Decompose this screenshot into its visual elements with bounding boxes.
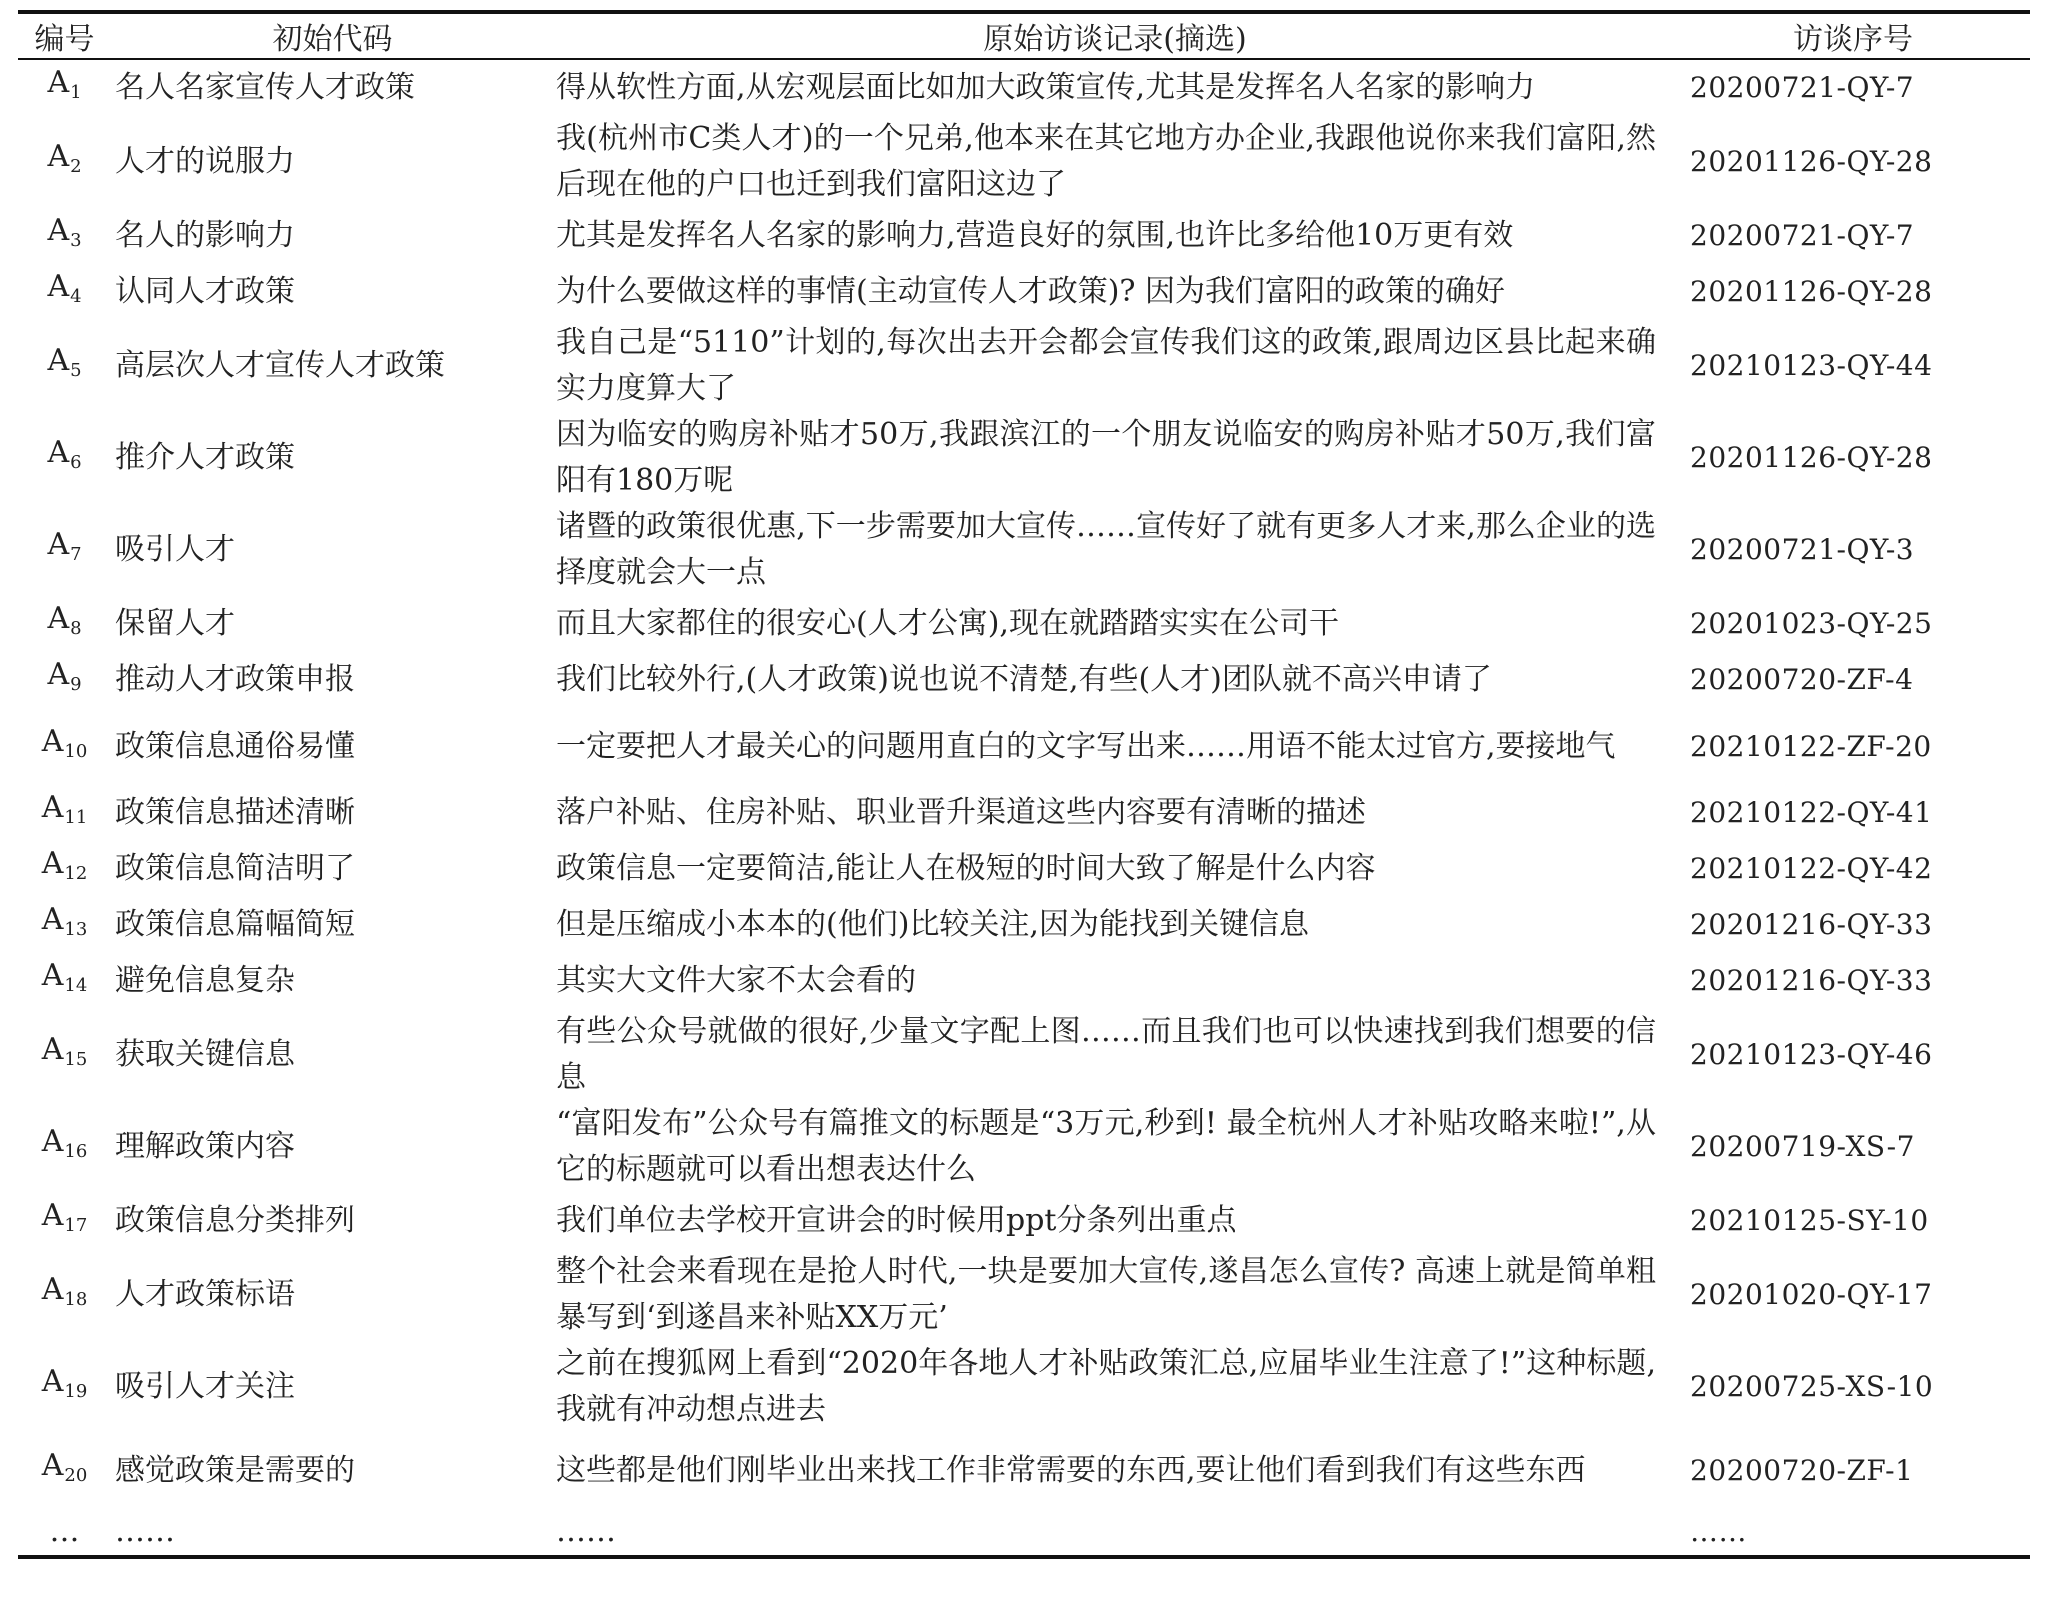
row-interview-quote: 一定要把人才最关心的问题用直白的文字写出来……用语不能太过官方,要接地气 [556,728,1616,764]
row-id-letter: A [41,1364,64,1399]
row-interview-quote: 落户补贴、住房补贴、职业晋升渠道这些内容要有清晰的描述 [556,795,1366,830]
row-id-letter: A [47,657,70,692]
row-initial-code: 认同人才政策 [115,274,295,309]
row-interview-quote: 有些公众号就做的很好,少量文字配上图……而且我们也可以快速找到我们想要的信息 [556,1014,1656,1095]
table-row [18,1341,2030,1433]
interview-coding-table [18,10,2030,1559]
row-interview-quote: 而且大家都住的很安心(人才公寓),现在就踏踏实实在公司干 [556,606,1339,641]
row-interview-quote: 尤其是发挥名人名家的影响力,营造良好的氛围,也许比多给他10万更有效 [556,218,1514,253]
table-row [18,953,2030,1009]
row-id-letter: A [41,1124,64,1159]
table-row [18,708,2030,785]
row-initial-code: 吸引人才关注 [115,1369,295,1404]
row-initial-code: 理解政策内容 [115,1129,295,1164]
row-id [18,953,111,1009]
row-interview-seq: 20201126-QY-28 [1690,441,1933,474]
row-interview-quote: “富阳发布”公众号有篇推文的标题是“3万元,秒到! 最全杭州人才补贴攻略来啦!”,从它的标题就可以看出想表达什么 [556,1106,1656,1187]
table-row [18,652,2030,708]
row-interview-seq: 20201126-QY-28 [1690,275,1933,308]
row-initial-code: 人才的说服力 [115,144,295,179]
table-row [18,1101,2030,1193]
row-id [18,596,111,652]
row-id-subscript: 15 [64,1049,88,1070]
row-initial-code: 推介人才政策 [115,440,295,475]
row-id-subscript: 4 [70,286,82,307]
row-id-letter: A [47,213,70,248]
row-initial-code: 名人名家宣传人才政策 [115,70,415,105]
row-id-subscript: 10 [64,740,88,762]
row-interview-seq: 20210123-QY-46 [1690,1038,1933,1071]
row-initial-code: 高层次人才宣传人才政策 [115,348,445,383]
table-row [18,596,2030,652]
row-id-letter: A [41,846,64,881]
table-row [18,208,2030,264]
row-id [18,208,111,264]
row-interview-seq: …… [1676,1509,2030,1557]
table-row [18,264,2030,320]
row-initial-code: 名人的影响力 [115,218,295,253]
row-interview-quote: …… [554,1509,1676,1557]
table-row [18,59,2030,116]
row-id-subscript: 13 [64,919,88,940]
row-interview-seq: 20210122-QY-41 [1690,796,1933,829]
row-interview-seq: 20201020-QY-17 [1690,1278,1933,1311]
row-id [18,1193,111,1249]
row-initial-code: 避免信息复杂 [115,963,295,998]
row-interview-quote: 因为临安的购房补贴才50万,我跟滨江的一个朋友说临安的购房补贴才50万,我们富阳有180万呢 [556,417,1656,498]
row-interview-quote: 我自己是“5110”计划的,每次出去开会都会宣传我们这的政策,跟周边区县比起来确实力度算大了 [556,325,1656,406]
table-row [18,412,2030,504]
row-id-letter: A [47,65,70,100]
row-interview-quote: 政策信息一定要简洁,能让人在极短的时间大致了解是什么内容 [556,851,1376,886]
table-row [18,1509,2030,1557]
header-initial-code: 初始代码 [111,12,554,59]
row-interview-quote: 诸暨的政策很优惠,下一步需要加大宣传……宣传好了就有更多人才来,那么企业的选择度就会大一点 [556,509,1656,590]
row-id-letter: A [47,527,70,562]
row-interview-seq: 20210125-SY-10 [1690,1204,1929,1237]
row-initial-code: 政策信息通俗易懂 [115,728,355,764]
row-id-letter: A [47,269,70,304]
row-id-subscript: 9 [70,674,82,695]
table-row [18,841,2030,897]
row-interview-quote: 我们单位去学校开宣讲会的时候用ppt分条列出重点 [556,1203,1237,1238]
row-id-letter: A [47,139,70,174]
row-initial-code: …… [111,1509,554,1557]
row-id-subscript: 18 [64,1289,88,1310]
row-interview-seq: 20200721-QY-7 [1690,71,1915,104]
row-interview-quote: 为什么要做这样的事情(主动宣传人才政策)? 因为我们富阳的政策的确好 [556,274,1506,309]
table-row [18,897,2030,953]
row-interview-seq: 20210122-ZF-20 [1690,729,1932,763]
row-id-letter: … [49,1514,80,1549]
row-interview-quote: 但是压缩成小本本的(他们)比较关注,因为能找到关键信息 [556,907,1309,942]
row-id-letter: A [41,1272,64,1307]
table-body [18,59,2030,1557]
row-id-letter: A [47,343,70,378]
row-id [18,652,111,708]
row-id-letter: A [47,601,70,636]
header-interview-record: 原始访谈记录(摘选) [554,12,1676,59]
row-interview-quote: 其实大文件大家不太会看的 [556,963,916,998]
row-interview-quote: 之前在搜狐网上看到“2020年各地人才补贴政策汇总,应届毕业生注意了!”这种标题,我就有冲动想点进去 [556,1346,1656,1427]
row-id [18,320,111,412]
row-id-subscript: 2 [70,156,82,177]
row-id [18,897,111,953]
row-initial-code: 政策信息篇幅简短 [115,907,355,942]
row-interview-seq: 20200720-ZF-4 [1690,663,1914,696]
row-id [18,708,111,785]
row-interview-seq: 20200721-QY-3 [1690,533,1915,566]
row-initial-code: 获取关键信息 [115,1037,295,1072]
header-id: 编号 [18,12,111,59]
table-row [18,1193,2030,1249]
row-interview-quote: 这些都是他们刚毕业出来找工作非常需要的东西,要让他们看到我们有这些东西 [556,1453,1586,1488]
row-id [18,1509,111,1557]
table-row [18,116,2030,208]
row-interview-quote: 整个社会来看现在是抢人时代,一块是要加大宣传,遂昌怎么宣传? 高速上就是简单粗暴写到‘到遂昌来补贴XX万元’ [556,1254,1656,1335]
row-interview-seq: 20201216-QY-33 [1690,908,1933,941]
row-id [18,1433,111,1509]
table-row [18,320,2030,412]
table-row [18,504,2030,596]
row-id-subscript: 1 [70,82,82,103]
row-initial-code: 保留人才 [115,606,235,641]
row-id-subscript: 11 [64,807,88,828]
row-interview-seq: 20201216-QY-33 [1690,964,1933,997]
table-row [18,1249,2030,1341]
row-id-subscript: 7 [70,544,82,565]
row-id-subscript: 5 [70,360,82,381]
row-id-letter: A [41,958,64,993]
row-id [18,1101,111,1193]
row-id-subscript: 14 [64,975,88,996]
row-id-subscript: 6 [70,452,82,473]
row-interview-quote: 我(杭州市C类人才)的一个兄弟,他本来在其它地方办企业,我跟他说你来我们富阳,然后现在他的户口也迁到我们富阳这边了 [556,121,1656,202]
row-id [18,1009,111,1101]
row-interview-seq: 20200725-XS-10 [1690,1370,1934,1403]
row-interview-seq: 20200719-XS-7 [1690,1130,1915,1163]
row-id-letter: A [47,435,70,470]
table-header-row [18,12,2030,59]
row-id [18,1341,111,1433]
row-id-subscript: 19 [64,1381,88,1402]
row-id-subscript: 20 [64,1465,88,1486]
row-interview-seq: 20200721-QY-7 [1690,219,1915,252]
row-id [18,841,111,897]
table-row [18,1009,2030,1101]
row-interview-quote: 我们比较外行,(人才政策)说也说不清楚,有些(人才)团队就不高兴申请了 [556,662,1492,697]
row-initial-code: 人才政策标语 [115,1277,295,1312]
table-row [18,1433,2030,1509]
row-initial-code: 政策信息描述清晰 [115,795,355,830]
row-id-subscript: 17 [64,1215,88,1236]
row-id-letter: A [41,723,64,759]
row-id-subscript: 8 [70,618,82,639]
row-id [18,116,111,208]
row-initial-code: 吸引人才 [115,532,235,567]
row-id [18,264,111,320]
row-id-subscript: 12 [64,863,88,884]
row-id [18,785,111,841]
row-id [18,412,111,504]
row-interview-seq: 20210123-QY-44 [1690,349,1933,382]
table-row [18,785,2030,841]
row-interview-seq: 20201126-QY-28 [1690,145,1933,178]
row-id-letter: A [41,1198,64,1233]
row-initial-code: 政策信息分类排列 [115,1203,355,1238]
header-interview-seq: 访谈序号 [1676,12,2030,59]
row-id-letter: A [41,902,64,937]
row-id-letter: A [41,790,64,825]
row-initial-code: 推动人才政策申报 [115,662,355,697]
row-interview-seq: 20200720-ZF-1 [1690,1454,1914,1487]
row-id-subscript: 16 [64,1141,88,1162]
row-interview-quote: 得从软性方面,从宏观层面比如加大政策宣传,尤其是发挥名人名家的影响力 [556,70,1536,105]
row-id [18,59,111,116]
row-initial-code: 政策信息简洁明了 [115,851,355,886]
row-id-letter: A [41,1448,64,1483]
row-id [18,504,111,596]
row-interview-seq: 20210122-QY-42 [1690,852,1933,885]
row-interview-seq: 20201023-QY-25 [1690,607,1933,640]
row-id-letter: A [41,1032,64,1067]
row-id [18,1249,111,1341]
row-id-subscript: 3 [70,230,82,251]
row-initial-code: 感觉政策是需要的 [115,1453,355,1488]
